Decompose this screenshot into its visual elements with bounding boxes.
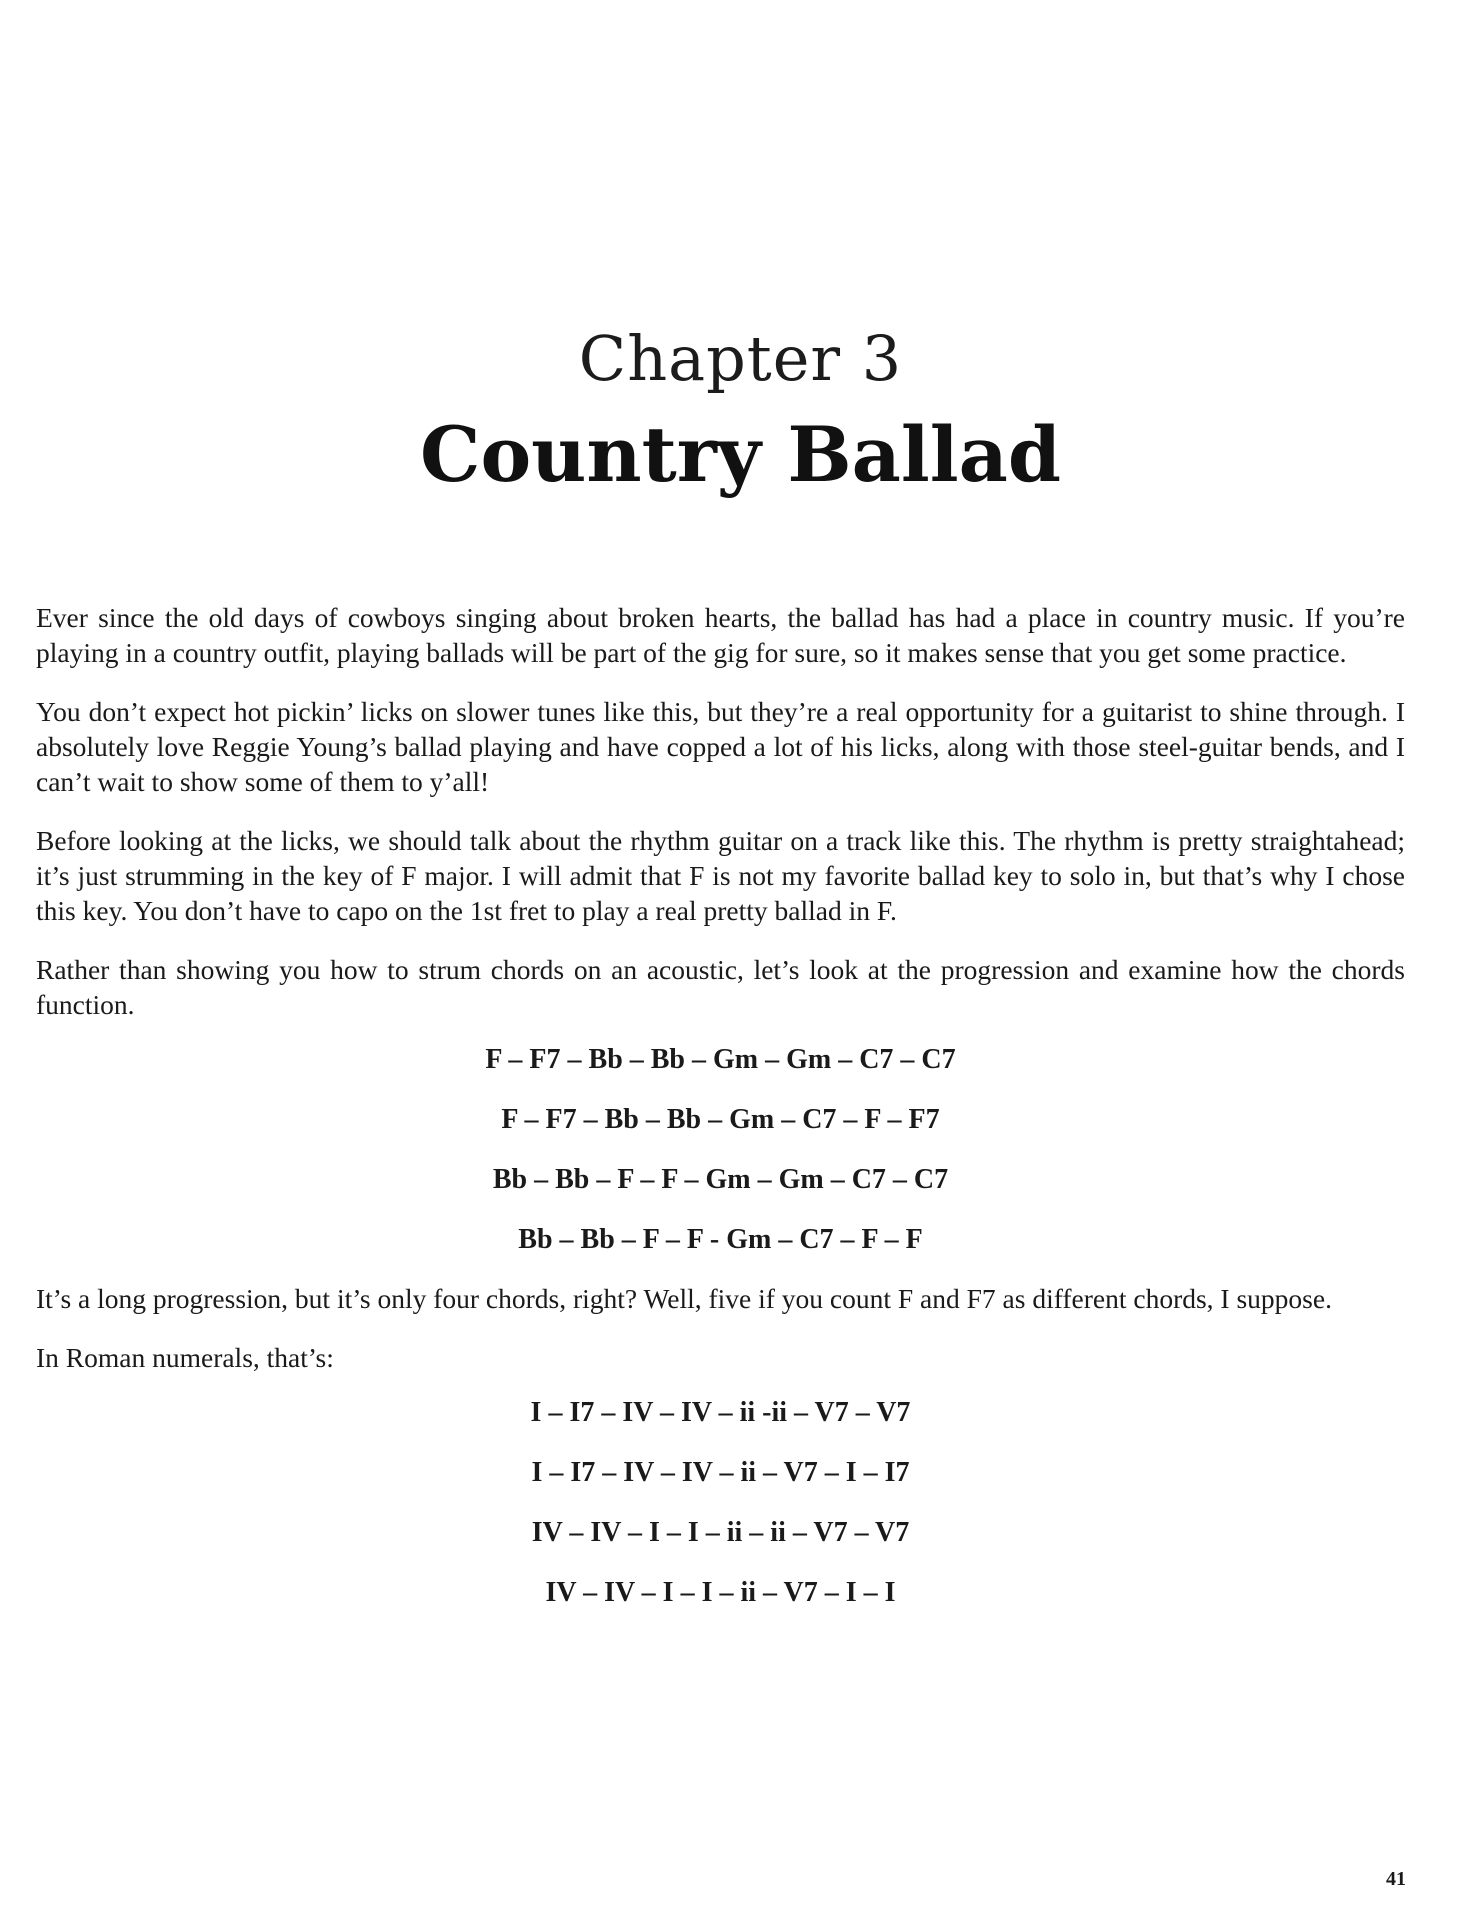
roman-progression-line: I – I7 – IV – IV – ii – V7 – I – I7 — [531, 1457, 910, 1488]
licks-paragraph: You don’t expect hot pickin’ licks on slower tunes like this, but they’re a real opportunity for a guitarist to shine through. I absolutely love Reggie Young’s ballad playing and have copped a lot of his licks, along with those steel-guitar bends, and I can’t wait to show some of them to y’all! — [36, 696, 1405, 797]
roman-progression-line: IV – IV – I – I – ii – V7 – I – I — [545, 1577, 896, 1608]
chord-progression-line: F – F7 – Bb – Bb – Gm – Gm – C7 – C7 — [485, 1044, 956, 1075]
chord-progression-line: Bb – Bb – F – F – Gm – Gm – C7 – C7 — [492, 1164, 949, 1195]
chord-progression — [36, 1042, 1405, 1257]
roman-progression-line: I – I7 – IV – IV – ii -ii – V7 – V7 — [530, 1397, 911, 1428]
page-number: 41 — [1386, 1868, 1406, 1890]
chapter-title: Country Ballad — [419, 410, 1062, 499]
chapter-body — [36, 600, 1405, 1634]
chapter-label: Chapter 3 — [578, 322, 903, 395]
chord-progression-line: F – F7 – Bb – Bb – Gm – C7 – F – F7 — [501, 1104, 940, 1135]
roman-numerals-intro: In Roman numerals, that’s: — [36, 1342, 334, 1373]
roman-progression-line: IV – IV – I – I – ii – ii – V7 – V7 — [531, 1517, 910, 1548]
intro-paragraph: Ever since the old days of cowboys singing about broken hearts, the ballad has had a place in country music. If you’re playing in a country outfit, playing ballads will be part of the gig for sure, so it makes sense that you get some practice. — [36, 602, 1405, 668]
progression-intro-paragraph: Rather than showing you how to strum chords on an acoustic, let’s look at the progression and examine how the chords function. — [36, 954, 1405, 1020]
rhythm-paragraph: Before looking at the licks, we should talk about the rhythm guitar on a track like this. The rhythm is pretty straightahead; it’s just strumming in the key of F major. I will admit that F is not my favorite ballad key to solo in, but that’s why I chose this key. You don’t have to capo on the 1st fret to play a real pretty ballad in F. — [36, 825, 1405, 926]
four-chords-paragraph: It’s a long progression, but it’s only four chords, right? Well, five if you count F and F7 as different chords, I suppose. — [36, 1283, 1332, 1314]
roman-numeral-progression — [36, 1395, 1405, 1610]
chord-progression-line: Bb – Bb – F – F - Gm – C7 – F – F — [518, 1224, 923, 1255]
